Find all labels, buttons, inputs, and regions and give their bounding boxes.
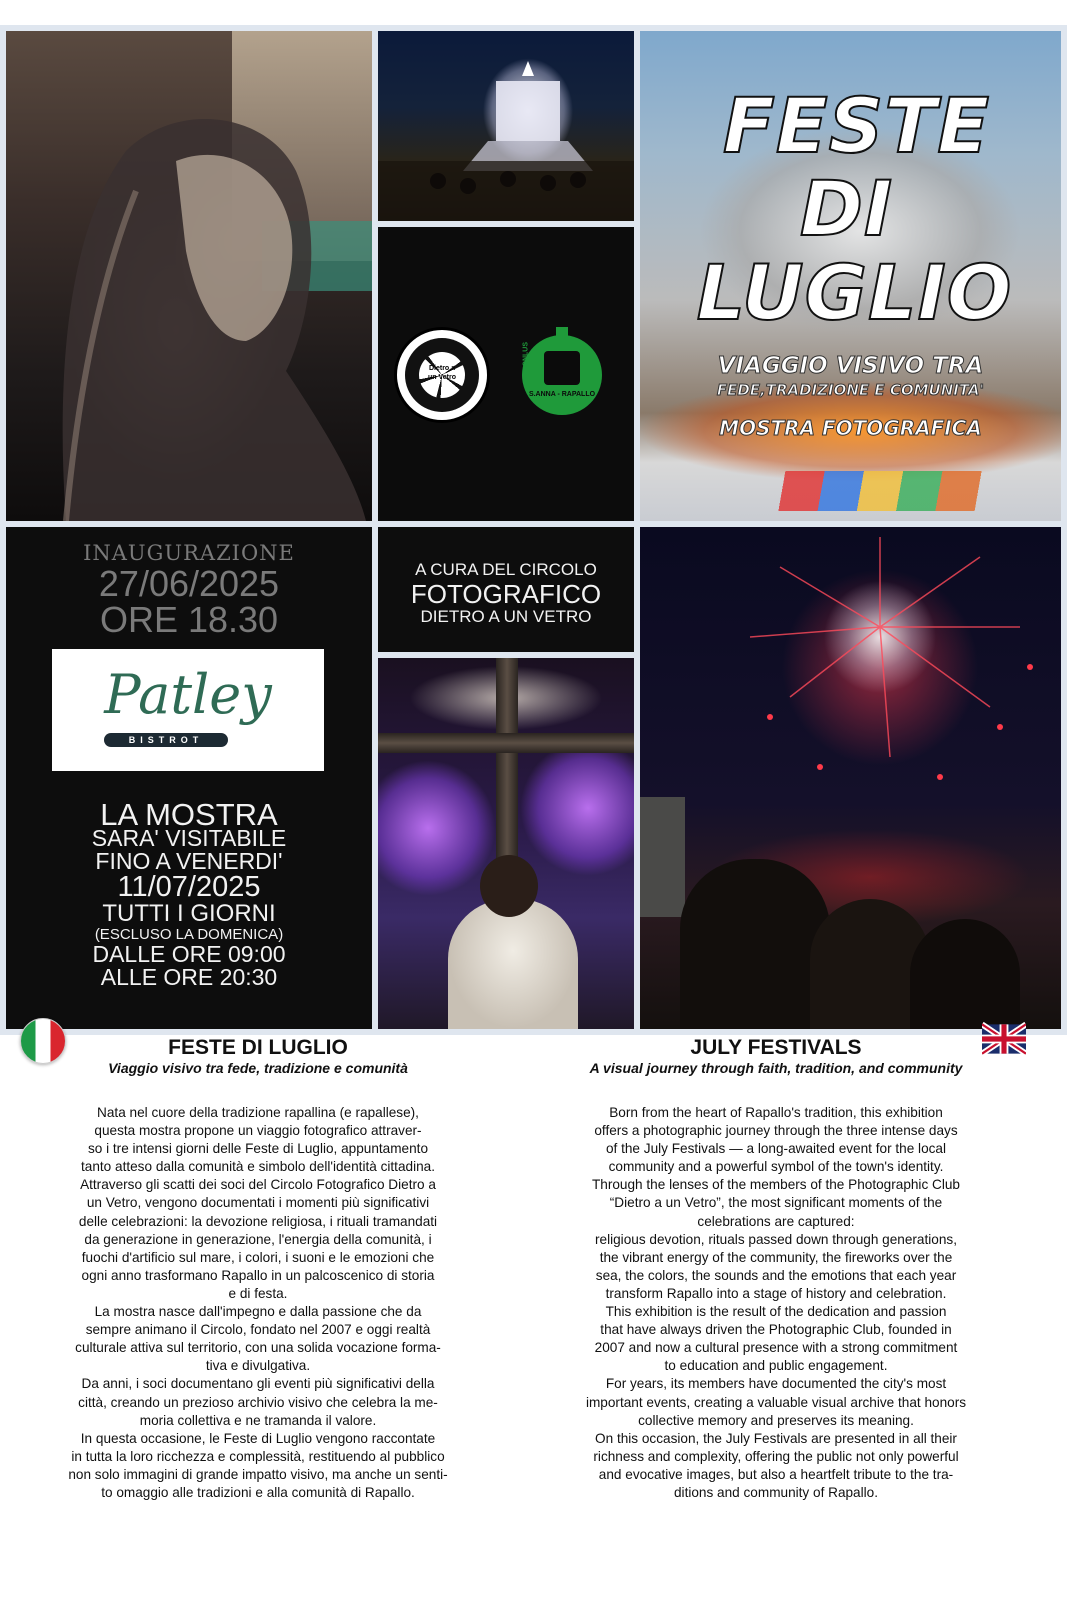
italian-body-line: un Vetro, vengono documentati i momenti più significativi [86,1195,430,1211]
photo-church-night [378,31,634,221]
italian-body-line: e di festa. [228,1285,288,1301]
visit-line-7: DALLE ORE 09:00 [92,941,286,967]
italian-body-line: moria collettiva e ne tramanda il valore. [139,1412,377,1428]
italian-body [28,1104,488,1502]
italian-body-line: La mostra nasce dall'impegno e dalla passione che da [94,1304,422,1320]
english-body-line: offers a photographic journey through the three intense days [594,1123,958,1139]
visit-line-5: TUTTI I GIORNI [102,900,276,927]
italian-body-line: tiva e divulgativa. [205,1358,311,1374]
title-panel [640,31,1061,521]
visit-line-6: (ESCLUSO LA DOMENICA) [94,926,284,943]
visit-end-date: 11/07/2025 [117,871,261,903]
inauguration-label: INAUGURAZIONE [83,541,295,565]
english-body-line: that have always driven the Photographic Club, founded in [600,1322,952,1338]
english-body-line: community and a powerful symbol of the town's identity. [608,1159,944,1175]
english-body-line: religious devotion, rituals passed down through generations, [595,1231,957,1247]
english-body-line: important events, creating a valuable visual archive that honors [585,1394,967,1410]
english-body-line: collective memory and preserves its meaning. [638,1412,914,1428]
inauguration-date: 27/06/2025 [98,563,280,604]
english-title: JULY FESTIVALS [690,1036,862,1059]
english-body-line: This exhibition is the result of the dedication and passion [605,1304,947,1320]
english-subtitle: A visual journey through faith, tradition, and community [589,1060,963,1076]
italian-body-line: Nata nel cuore della tradizione rapallina (e rapallese), [97,1105,419,1120]
italian-body-line: città, creando un prezioso archivio visivo che celebra la me- [78,1394,438,1410]
english-body-line: the vibrant energy of the community, the fireworks over the [599,1249,953,1265]
italian-body-line: delle celebrazioni: la devozione religiosa, i rituali tramandati [78,1213,438,1229]
italian-body-line: non solo immagini di grande impatto visivo, ma anche un senti- [68,1466,448,1482]
italian-body-line: to omaggio alle tradizioni e alla comunità di Rapallo. [101,1484,415,1500]
title-line-3: LUGLIO [696,248,1013,337]
english-body-line: Born from the heart of Rapallo's tradition, this exhibition [609,1105,943,1120]
poster [0,25,1067,1035]
english-body [546,1104,1006,1502]
english-body-line: richness and complexity, offering the public not only powerful [593,1448,959,1464]
english-body-line: of the July Festivals — a long-awaited event for the local [605,1141,947,1157]
title-line-1: FESTE [722,81,991,170]
english-body-line: On this occasion, the July Festivals are presented in all their [595,1430,957,1446]
english-body-line: Through the lenses of the members of the Photographic Club [591,1177,960,1193]
english-body-line: and evocative images, but also a heartfelt tribute to the tra- [598,1466,954,1482]
italian-body-line: ogni anno trasformano Rapallo in un palcoscenico di storia [81,1267,435,1283]
italian-body-line: in tutta la loro ricchezza e complessità, restituendo al pubblico [71,1448,445,1464]
english-body-line: ditions and community of Rapallo. [673,1484,878,1500]
info-panel [6,527,372,1029]
visit-line-1: LA MOSTRA [100,797,278,832]
italian-body-line: da generazione in generazione, l'energia della comunità, i [84,1231,432,1247]
circolo-logo: Dietro a un Vetro [394,327,490,423]
uk-flag-icon [982,1018,1026,1060]
subtitle-2: FEDE,TRADIZIONE E COMUNITA' [716,381,985,399]
italian-body-line: so i tre intensi giorni delle Feste di Luglio, appuntamento [87,1141,429,1157]
visit-line-3: FINO A VENERDI' [95,848,283,874]
italian-body-line: In questa occasione, le Feste di Luglio vengono raccontate [80,1430,436,1446]
english-body-line: 2007 and now a cultural presence with a strong commitment [594,1340,958,1356]
italian-title: FESTE DI LUGLIO [168,1036,348,1059]
title-line-2: DI [799,164,894,253]
italian-body-line: culturale attiva sul territorio, con una solida vocazione forma- [75,1340,441,1356]
photo-procession-cross [378,658,634,1029]
inauguration-time: ORE 18.30 [99,599,279,640]
english-body-line: For years, its members have documented the city's most [605,1376,947,1392]
exhibit-label: MOSTRA FOTOGRAFICA [719,416,982,440]
visit-line-8: ALLE ORE 20:30 [100,964,278,990]
english-body-line: to education and public engagement. [664,1358,888,1374]
curator-panel: A CURA DEL CIRCOLO FOTOGRAFICO DIETRO A UN VETRO [378,527,634,652]
italian-body-line: fuochi d'artificio sul mare, i colori, i suoni e le emozioni che [81,1249,435,1265]
english-body-line: sea, the colors, the sounds and the emotions that each year [595,1267,957,1283]
photo-woman-veil [6,31,372,521]
english-body-line: celebrations are captured: [697,1213,855,1229]
italian-body-line: sempre animano il Circolo, fondato nel 2007 e oggi realtà [85,1322,431,1338]
santanna-logo: ONLUS S.ANNA - RAPALLO [516,327,608,417]
cross-icon [556,327,568,349]
italian-body-line: Da anni, i soci documentano gli eventi più significativi della [81,1376,435,1392]
visit-line-2: SARA' VISITABILE [91,825,287,851]
italian-body-line: Attraverso gli scatti dei soci del Circolo Fotografico Dietro a [80,1177,436,1193]
italian-body-line: questa mostra propone un viaggio fotografico attraver- [94,1123,422,1139]
english-body-line: transform Rapallo into a stage of history and celebration. [605,1285,947,1301]
photo-fireworks [640,527,1061,1029]
logos-panel [378,227,634,521]
italian-subtitle: Viaggio visivo tra fede, tradizione e comunità [108,1060,408,1076]
subtitle-1: VIAGGIO VISIVO TRA [717,353,984,379]
sponsor-logo: Patley BISTROT [52,649,324,771]
italian-body-line: tanto atteso dalla comunità e simbolo dell'identità cittadina. [81,1159,435,1175]
english-body-line: “Dietro a un Vetro”, the most significant moments of the [609,1195,943,1211]
